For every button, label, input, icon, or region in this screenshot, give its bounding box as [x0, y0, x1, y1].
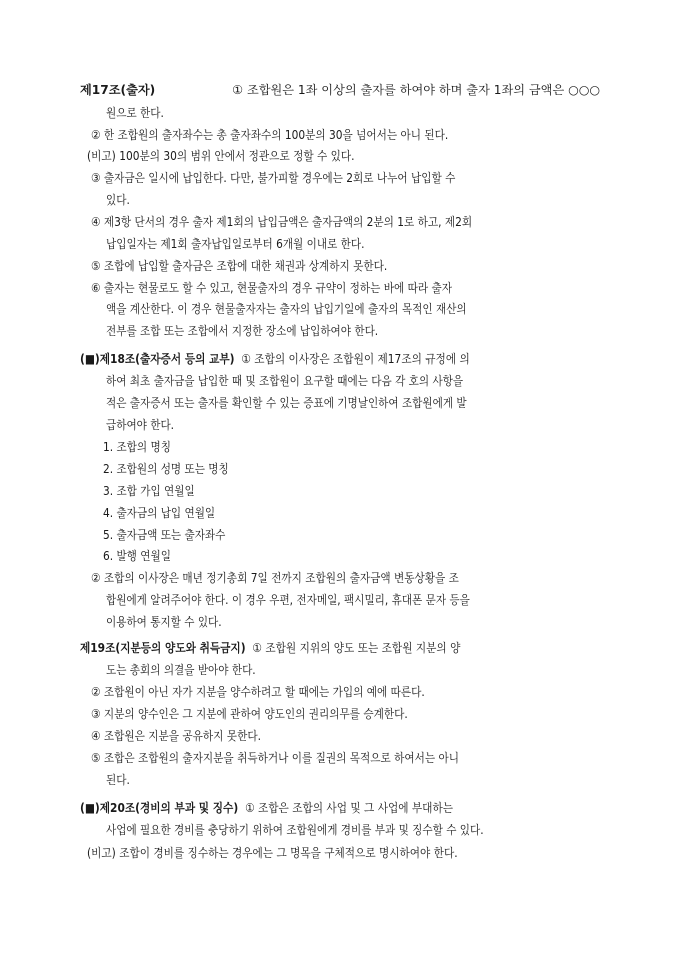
article-17-line-5: ③ 출자금은 일시에 납입한다. 다만, 불가피할 경우에는 2회로 나누어 납입할 수 — [91, 171, 456, 185]
article-17-line-7: ④ 제3항 단서의 경우 출자 제1회의 납입금액은 출자금액의 2분의 1로 하고, 제2회 — [91, 215, 473, 229]
list-item: 1. 조합의 명칭 — [103, 440, 171, 454]
article-19-text: ① 조합원 지위의 양도 또는 조합원 지분의 양 — [252, 641, 461, 655]
article-19-line-2: 도는 총회의 의결을 받아야 한다. — [106, 663, 256, 677]
article-17-line-9: ⑤ 조합에 납입할 출자금은 조합에 대한 채권과 상계하지 못한다. — [91, 259, 388, 273]
article-17-line-3: ② 한 조합원의 출자좌수는 총 출자좌수의 100분의 30을 넘어서는 아니 된다. — [91, 128, 449, 142]
article-20-line-2: 사업에 필요한 경비를 충당하기 위하여 조합원에게 경비를 부과 및 징수할 수 있다. — [106, 823, 484, 837]
article-19-line-1 — [80, 640, 604, 656]
article-18-text: ① 조합의 이사장은 조합원이 제17조의 규정에 의 — [241, 352, 470, 366]
article-18-line-3: 적은 출자증서 또는 출자를 확인할 수 있는 증표에 기명날인하여 조합원에게 발 — [106, 396, 467, 410]
article-20-note: (비고) 조합이 경비를 징수하는 경우에는 그 명목을 구체적으로 명시하여야 한다. — [87, 846, 458, 860]
article-19-line-3: ② 조합원이 아닌 자가 지분을 양수하려고 할 때에는 가입의 예에 따른다. — [91, 685, 425, 699]
article-18-title: (■)제18조(출자증서 등의 교부) — [80, 352, 235, 366]
article-20-title: (■)제20조(경비의 부과 및 징수) — [80, 801, 239, 815]
article-17-text: ① 조합원은 1좌 이상의 출자를 하여야 하며 출자 1좌의 금액은 ○○○ — [232, 83, 600, 97]
article-18-line-7: 이용하여 통지할 수 있다. — [106, 615, 222, 629]
list-item: 6. 발행 연월일 — [103, 549, 171, 563]
list-item: 3. 조합 가입 연월일 — [103, 484, 195, 498]
article-19-line-6: ⑤ 조합은 조합원의 출자지분을 취득하거나 이를 질권의 목적으로 하여서는 아니 — [91, 751, 460, 765]
article-18-line-6: 합원에게 알려주어야 한다. 이 경우 우편, 전자메일, 팩시밀리, 휴대폰 문자 등을 — [106, 593, 470, 607]
article-17-line-10: ⑥ 출자는 현물로도 할 수 있고, 현물출자의 경우 규약이 정하는 바에 따라 출자 — [91, 281, 453, 295]
list-item: 2. 조합원의 성명 또는 명칭 — [103, 462, 229, 476]
article-17-line-6: 있다. — [106, 193, 130, 207]
article-19-line-7: 된다. — [106, 773, 130, 787]
list-item: 5. 출자금액 또는 출자좌수 — [103, 528, 226, 542]
article-17-note: (비고) 100분의 30의 범위 안에서 정관으로 정할 수 있다. — [87, 149, 355, 163]
article-17-line-1 — [80, 82, 600, 98]
article-17-line-2: 원으로 한다. — [106, 106, 164, 120]
article-17-title: 제17조(출자) — [80, 83, 156, 97]
article-18-line-4: 급하여야 한다. — [106, 418, 175, 432]
article-20-text: ① 조합은 조합의 사업 및 그 사업에 부대하는 — [245, 801, 454, 815]
article-19-line-4: ③ 지분의 양수인은 그 지분에 관하여 양도인의 권리의무를 승계한다. — [91, 707, 408, 721]
article-18-line-5: ② 조합의 이사장은 매년 정기총회 7일 전까지 조합원의 출자금액 변동상황을 조 — [91, 571, 459, 585]
article-17-line-12: 전부를 조합 또는 조합에서 지정한 장소에 납입하여야 한다. — [106, 324, 379, 338]
article-19-title: 제19조(지분등의 양도와 취득금지) — [80, 641, 246, 655]
article-20-line-1 — [80, 800, 604, 816]
article-19-line-5: ④ 조합원은 지분을 공유하지 못한다. — [91, 729, 261, 743]
article-18-line-2: 하여 최초 출자금을 납입한 때 및 조합원이 요구할 때에는 다음 각 호의 사항을 — [106, 374, 464, 388]
list-item: 4. 출자금의 납입 연월일 — [103, 506, 216, 520]
article-17-line-11: 액을 계산한다. 이 경우 현물출자자는 출자의 납입기일에 출자의 목적인 재산의 — [106, 302, 467, 316]
article-17-line-8: 납입일자는 제1회 출자납입일로부터 6개월 이내로 한다. — [106, 237, 365, 251]
article-18-line-1 — [80, 351, 604, 367]
